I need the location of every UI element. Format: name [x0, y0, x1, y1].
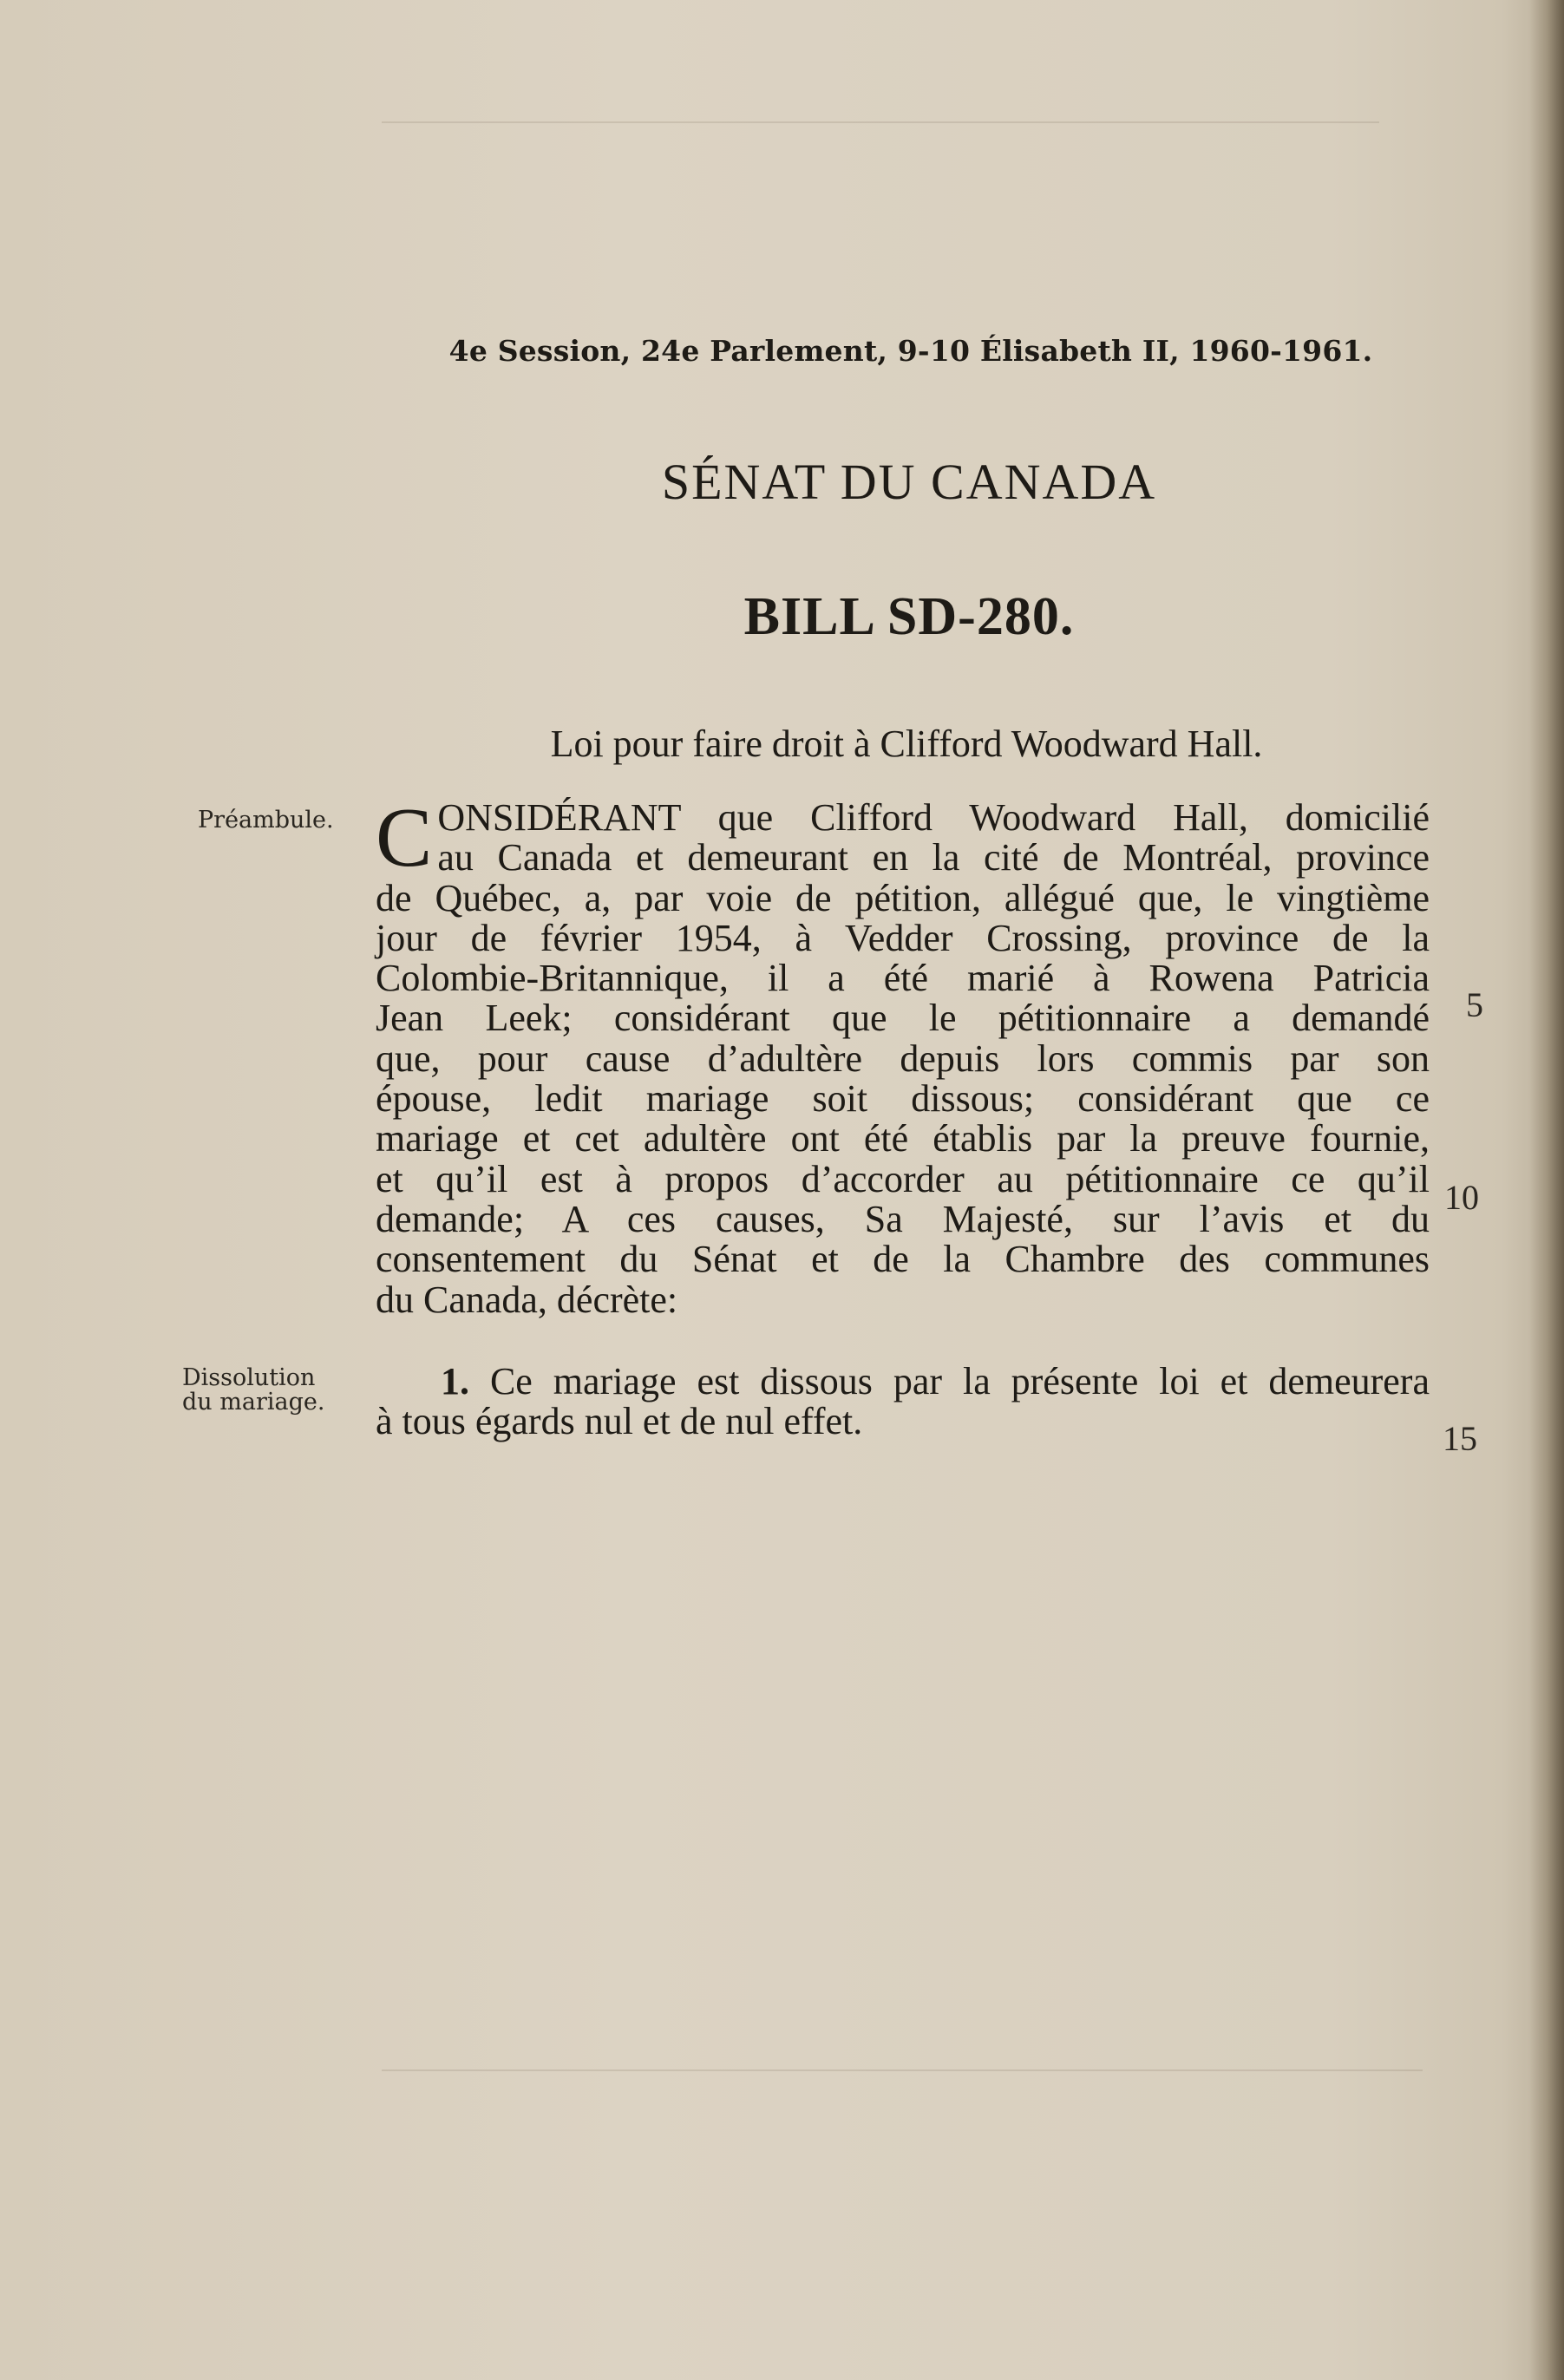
line-number-5: 5	[1466, 985, 1483, 1024]
preamble-line: épouse, ledit mariage soit dissous; considérant que ce	[376, 1077, 1430, 1121]
preamble-line: jour de février 1954, à Vedder Crossing, province de la	[376, 916, 1430, 959]
marginal-note-line: du mariage.	[182, 1389, 325, 1416]
session-header: 4e Session, 24e Parlement, 9-10 Élisabeth II, 1960-1961.	[448, 334, 1373, 368]
article-line	[376, 1362, 1430, 1402]
marginal-note-line: Dissolution	[182, 1364, 316, 1391]
line-number-10: 10	[1444, 1178, 1479, 1217]
preamble-line: au Canada et demeurant en la cité de Montréal, province	[437, 836, 1430, 879]
preamble-line: Jean Leek; considérant que le pétitionnaire a demandé	[376, 997, 1430, 1040]
preamble-line: que, pour cause d’adultère depuis lors commis par son	[376, 1036, 1430, 1080]
article-text: Ce mariage est dissous par la présente loi et demeurera	[469, 1360, 1430, 1402]
article-line: à tous égards nul et de nul effet.	[376, 1400, 863, 1443]
preamble-line: mariage et cet adultère ont été établis par la preuve fournie,	[376, 1117, 1430, 1161]
show-through-line	[382, 121, 1379, 123]
preamble-line: consentement du Sénat et de la Chambre des communes	[376, 1238, 1430, 1281]
chamber-title: SÉNAT DU CANADA	[661, 454, 1157, 510]
preamble-line: de Québec, a, par voie de pétition, allégué que, le vingtième	[376, 876, 1430, 919]
preamble-line: demande; A ces causes, Sa Majesté, sur l’avis et du	[376, 1197, 1430, 1240]
preamble-line: et qu’il est à propos d’accorder au pétitionnaire ce qu’il	[376, 1157, 1430, 1200]
preamble-line: du Canada, décrète:	[376, 1278, 678, 1321]
show-through-line	[382, 2069, 1423, 2071]
article-1	[376, 1362, 1430, 1442]
preamble-line: Colombie-Britannique, il a été marié à Rowena Patricia	[376, 957, 1430, 1000]
drop-cap: C	[376, 791, 433, 885]
bill-number: BILL SD-280.	[743, 587, 1075, 646]
article-number: 1.	[441, 1360, 469, 1402]
line-number-15: 15	[1443, 1419, 1477, 1458]
marginal-note-preamble: Préambule.	[198, 807, 334, 834]
preamble-paragraph	[376, 791, 1430, 1321]
preamble-line: ONSIDÉRANT que Clifford Woodward Hall, domicilié	[437, 796, 1430, 839]
bill-long-title: Loi pour faire droit à Clifford Woodward Hall.	[550, 722, 1263, 765]
marginal-note-dissolution	[182, 1366, 347, 1415]
